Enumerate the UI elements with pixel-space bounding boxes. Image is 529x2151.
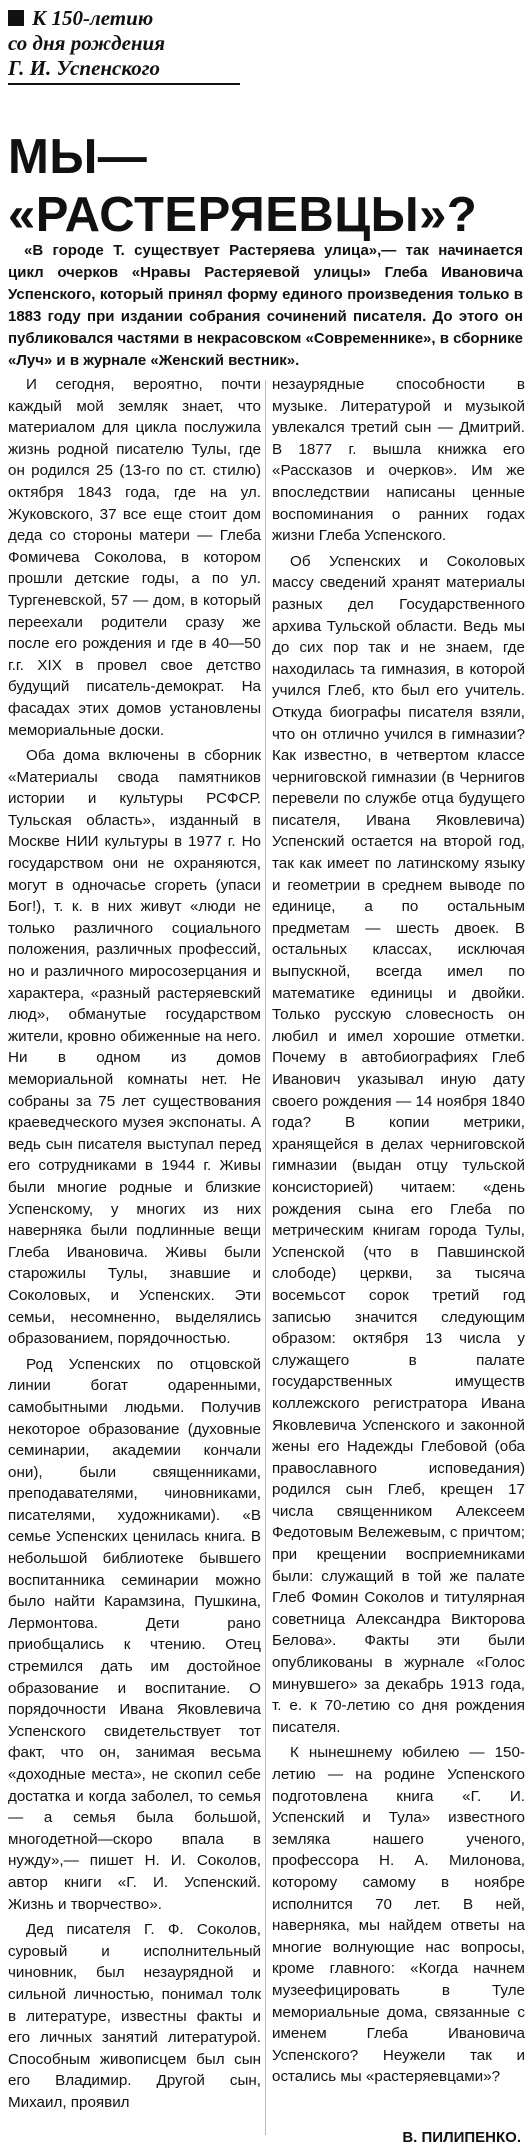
rubric-line-2: со дня рождения [8,31,166,55]
author-signature: В. ПИЛИПЕНКО. [398,2128,521,2148]
headline [8,128,523,244]
rubric [8,6,248,85]
right-paragraph: Об Успенских и Соколовых массу сведений хранят материалы разных дел Государственного архива Тульской области. Ведь мы до сих пор так и не знаем, где находилась та гимназия, в которой учился Глеб, кто был его учитель. Откуда биографы писателя взяли, что он отлично учился в гимназии? Как известно, в четвертом классе черниговской гимназии (в Чернигов перевели по службе отца будущего писателя, Ивана Яковлевича) Успенский остается на второй год, так как имеет по латинскому языку и геометрии в среднем выводе по единице, а по остальным предметам — шесть двоек. В остальных классах, исключая выпускной, всегда имел по математике единицы и двойки. Только русскую словесность он любил и имел хорошие отметки. Почему в автобиографиях Глеб Иванович указывал иную дату своего рождения — 14 ноября 1840 года? В копии метрики, хранящейся в делах черниговской гимназии (выдан отцу тульской консисторией) читаем: «день рождения сына его Глеба по метрическим книгам города Тулы, Успенской (что в Павшинской слободе) церкви, за тысяча восемьсот сорок третий год записью значится следующим образом: октября 13 числа у служащего в палате государственных имуществ коллежского регистратора Ивана Яковлевича Успенского и законной жены его Надежды Глебовой (оба православного исповедания) родился сын Глеб, крещен 17 числа священником Алексеем Федотовым Вележевым, с причтом; при крещении восприемниками были: служащий в той же палате Глеб Фомин Соколов и титулярная советница Александра Викторова Белова». Факты эти были опубликованы в журнале «Голос минувшего» за декабрь 1913 года, т. е. к 70-летию со дня рождения писателя. [272,552,525,1736]
right-paragraph: незаурядные способности в музыке. Литературой и музыкой увлекался третий сын — Дмитрий. В 1877 г. вышла книжка его «Рассказов и очерков». Им же впоследствии написаны ценные воспоминания о ранних годах жизни Глеба Успенского. [272,376,525,545]
left-paragraph: Род Успенских по отцовской линии богат одаренными, самобытными людьми. Получив некоторое образование (духовные семинарии, академии кончали они), были священниками, преподавателями, чиновниками, писателями, художниками). «В семье Успенских ценилась книга. В небольшой библиотеке бывшего воспитанника семинарии можно было найти Карамзина, Пушкина, Лермонтова. Дети рано приобщались к чтению. Отец стремился дать им достойное образование и воспитание. О порядочности Ивана Яковлевича Успенского свидетельствует тот факт, что он, занимая весьма «доходные места», не скопил себе достатка и когда заболел, то семья — а семья была большой, многодетной—скоро впала в нужду»,— пишет Н. И. Соколов, автор книги «Г. И. Успенский. Жизнь и творчество». [8,1355,261,1913]
rubric-line-1 [8,6,248,31]
left-paragraph: И сегодня, вероятно, почти каждый мой земляк знает, что материалом для цикла послужила жизнь родной писателю Тулы, где он родился 25 (13-го по ст. стилю) октября 1843 года, где на ул. Жуковского, 37 все еще стоит дом деда со стороны матери — Глеба Фомичева Соколова, в котором прошли детские годы, а по ул. Тургеневской, 57 — дом, в который переехали родители сразу же после его рождения и где в 40—50 г.г. XIX в провел свое детство будущий писатель-демократ. На фасадах этих домов установлены мемориальные доски. [8,376,261,739]
rubric-line-3: Г. И. Успенского [8,56,160,80]
left-column [8,374,261,2144]
lead-paragraph: «В городе Т. существует Растеряева улица»,— так начинается цикл очерков «Нравы Растеряевой улицы» Глеба Ивановича Успенского, который принял форму единого произведения только в 1883 году при издании собрания сочинений писателя. До этого он публиковался частями в некрасовском «Современнике», в сборнике «Луч» и в журнале «Женский вестник». [8,242,523,369]
column-divider [265,380,266,2135]
rubric-square-icon [8,10,24,26]
rubric-line-1-text: К 150-летию [32,6,154,30]
headline-line-2: «РАСТЕРЯЕВЦЫ»? [8,188,478,242]
headline-line-1: МЫ— [8,130,148,184]
right-column [272,374,525,2144]
rubric-underline [8,83,240,85]
right-paragraph: К нынешнему юбилею — 150-летию — на родине Успенского подготовлена книга «Г. И. Успенский и Тула» известного земляка нашего ученого, профессора Н. А. Милонова, которому самому в ноябре исполнится 70 лет. В ней, наверняка, мы найдем ответы на многие волнующие нас вопросы, кроме главного: «Когда начнем музеефицировать в Туле мемориальные дома, связанные с именем Глеба Ивановича Успенского? Неужели так и остались мы «растеряевцами»? [272,1744,525,2086]
left-paragraph: Дед писателя Г. Ф. Соколов, суровый и исполнительный чиновник, был незаурядной и сильной личностью, понимал толк в литературе, известны факты и его личных занятий литературой. Способным живописцем был сын его Владимир. Другой сын, Михаил, проявил [8,1921,261,2111]
left-paragraph: Оба дома включены в сборник «Материалы свода памятников истории и культуры РСФСР. Тульская область», изданный в Москве НИИ культуры в 1977 г. Но государством они не охраняются, могут в одночасье сгореть (упаси Бог!), т. к. в них живут «люди не только различного социального положения, различных профессий, но и различного миросозерцания и характера, «разный растеряевский люд», обманутые государством жители, кровно обиженные на него. Ни в одном из домов мемориальной комнаты нет. Не собраны за 75 лет существования краеведческого музея экспонаты. А ведь сын писателя выступал перед его сотрудниками в 1944 г. Живы были многие родные и близкие Успенскому, у многих из них наверняка были подлинные вещи Глеба Ивановича. Живы были старожилы Тулы, знавшие и Соколовых, и Успенских. Эти семьи, несомненно, выделялись образованием, порядочностью. [8,747,261,1348]
